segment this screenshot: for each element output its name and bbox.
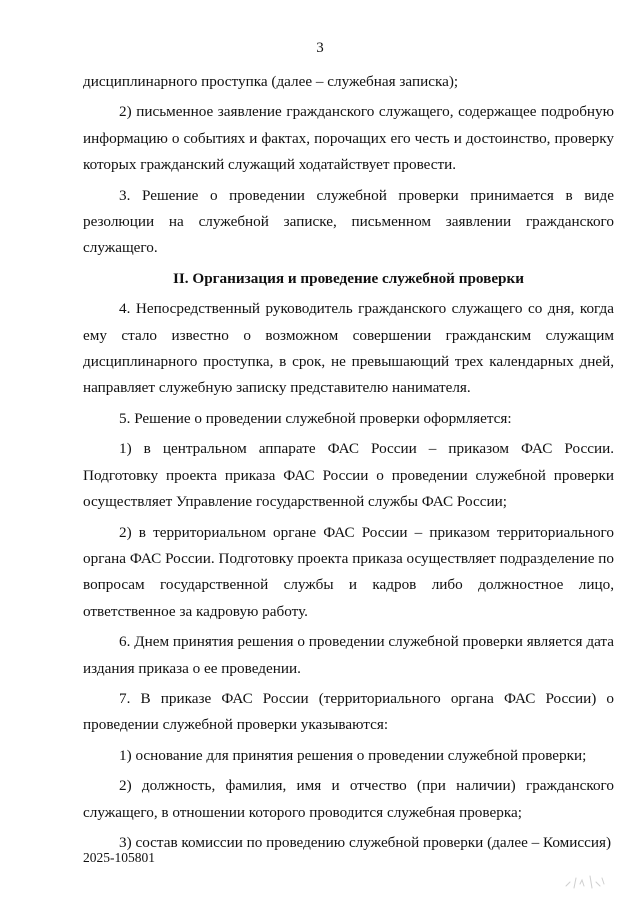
paragraph-3: 3. Решение о проведении служебной проверки принимается в виде резолюции на служебной записке, письменном заявлении гражданского служащего. <box>83 186 614 257</box>
paragraph-7-item-2: 2) должность, фамилия, имя и отчество (при наличии) гражданского служащего, в отношении которого проводится служебная проверка; <box>83 777 614 821</box>
paragraph-5-item-1: 1) в центральном аппарате ФАС России – приказом ФАС России. Подготовку проекта приказа ФАС России о проведении служебной проверки осуществляет Управление государственной службы ФАС России; <box>83 440 614 511</box>
paragraph-5: 5. Решение о проведении служебной проверки оформляется: <box>119 409 512 427</box>
document-number: 2025-105801 <box>83 850 155 865</box>
section-heading: II. Организация и проведение служебной проверки <box>172 269 525 287</box>
document-body <box>83 69 614 860</box>
paragraph-7-item-1: 1) основание для принятия решения о проведении служебной проверки; <box>119 746 587 764</box>
paragraph-item-2: 2) письменное заявление гражданского служащего, содержащее подробную информацию о событиях и фактах, порочащих его честь и достоинство, проверку которых гражданский служащий ходатайствует провести. <box>83 103 614 174</box>
paragraph-5-item-2: 2) в территориальном органе ФАС России – приказом территориального органа ФАС России. Подготовку проекта приказа осуществляет подразделение по вопросам государственной службы и кадров либо должностное лицо, ответственное за кадровую работу. <box>83 523 614 620</box>
paragraph-7-item-3: 3) состав комиссии по проведению служебной проверки (далее – Комиссия) <box>119 833 612 851</box>
page-number: 3 <box>316 40 324 56</box>
paragraph-4: 4. Непосредственный руководитель гражданского служащего со дня, когда ему стало известно о возможном совершении гражданским служащим дисциплинарного проступка, в срок, не превышающий трех календарных дней, направляет служебную записку представителю нанимателя. <box>83 300 614 397</box>
scan-mark-icon <box>562 868 610 892</box>
paragraph-continuation: дисциплинарного проступка (далее – служебная записка); <box>83 73 459 90</box>
paragraph-6: 6. Днем принятия решения о проведении служебной проверки является дата издания приказа о ее проведении. <box>83 633 614 677</box>
paragraph-7: 7. В приказе ФАС России (территориального органа ФАС России) о проведении служебной проверки указываются: <box>83 689 614 734</box>
